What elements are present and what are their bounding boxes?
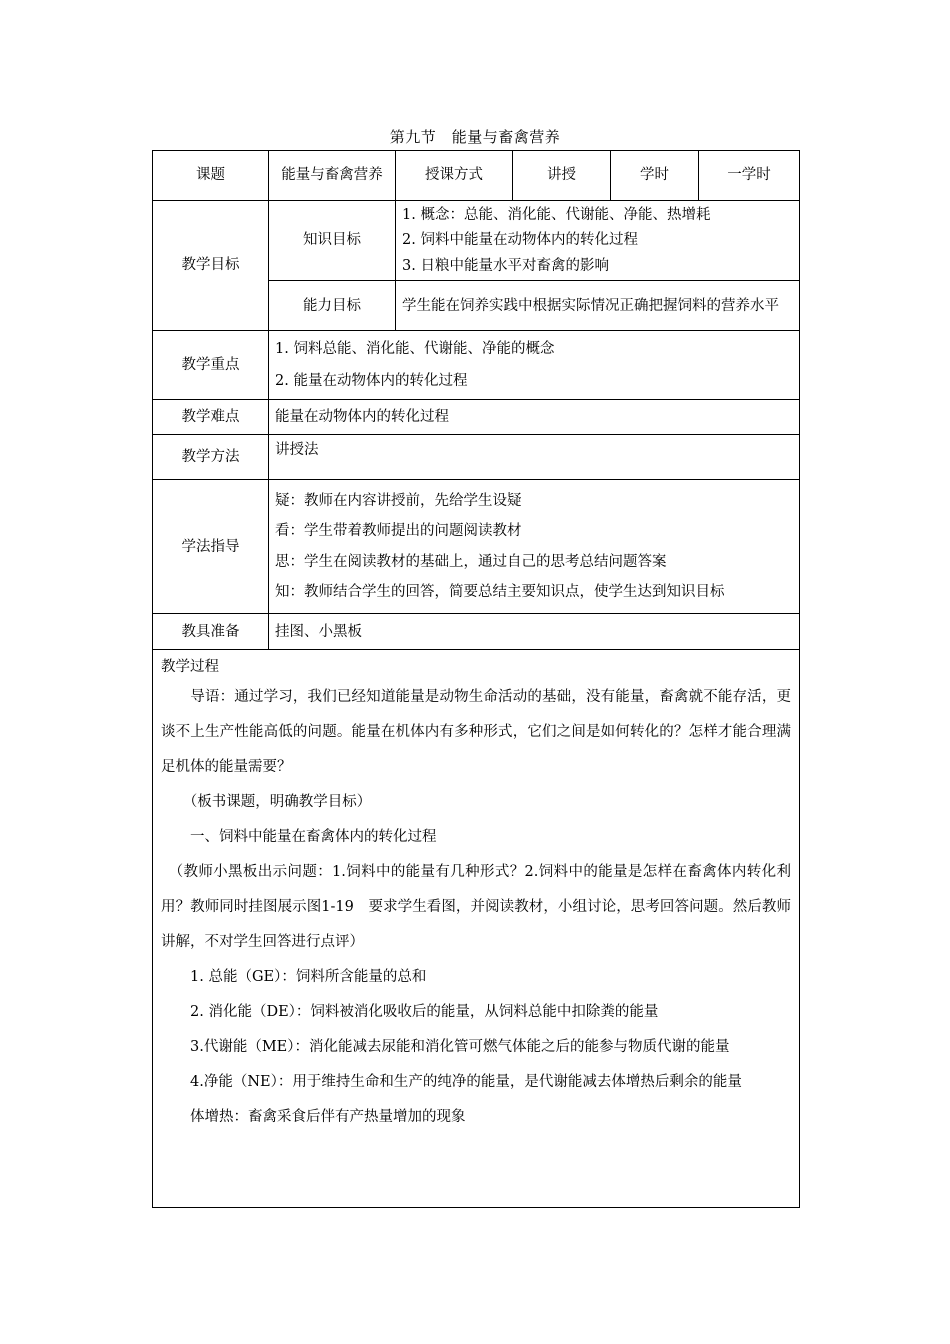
knowledge-goal-label: 知识目标 bbox=[269, 201, 396, 281]
tools-text: 挂图、小黑板 bbox=[269, 614, 800, 650]
hours-value: 一学时 bbox=[699, 151, 800, 201]
process-paragraph: （教师小黑板出示问题：1.饲料中的能量有几种形式？2.饲料中的能量是怎样在畜禽体内转化利用？教师同时挂图展示图1-19 要求学生看图，并阅读教材，小组讨论，思考回答问题。然后教师讲解，不对学生回答进行点评） bbox=[161, 864, 791, 951]
knowledge-item: 2. 饲料中能量在动物体内的转化过程 bbox=[402, 232, 638, 249]
study-guide-item: 疑：教师在内容讲授前，先给学生设疑 bbox=[275, 492, 522, 509]
key-point-item: 2. 能量在动物体内的转化过程 bbox=[275, 373, 468, 390]
ability-goal-text: 学生能在饲养实践中根据实际情况正确把握饲料的营养水平 bbox=[396, 281, 800, 331]
method-value: 讲授 bbox=[513, 151, 611, 201]
knowledge-goal-row bbox=[153, 201, 800, 281]
process-paragraph: 3.代谢能（ME）：消化能减去尿能和消化管可燃气体能之后的能参与物质代谢的能量 bbox=[161, 1039, 730, 1056]
difficulty-row bbox=[153, 400, 800, 435]
process-paragraph: 体增热：畜禽采食后伴有产热量增加的现象 bbox=[161, 1109, 466, 1126]
tools-row bbox=[153, 614, 800, 650]
process-paragraph: 4.净能（NE）：用于维持生命和生产的纯净的能量，是代谢能减去体增热后剩余的能量 bbox=[161, 1074, 742, 1091]
method-label: 授课方式 bbox=[396, 151, 513, 201]
process-paragraph: 2. 消化能（DE）：饲料被消化吸收后的能量，从饲料总能中扣除粪的能量 bbox=[161, 1004, 659, 1021]
lesson-plan-table bbox=[152, 150, 800, 1208]
ability-goal-label: 能力目标 bbox=[269, 281, 396, 331]
process-paragraph: （板书课题，明确教学目标） bbox=[161, 794, 372, 811]
study-guide-label: 学法指导 bbox=[153, 480, 269, 614]
knowledge-item: 3. 日粮中能量水平对畜禽的影响 bbox=[402, 257, 609, 274]
header-row bbox=[153, 151, 800, 201]
process-row bbox=[153, 650, 800, 1208]
teaching-method-text: 讲授法 bbox=[269, 435, 800, 480]
key-points-label: 教学重点 bbox=[153, 331, 269, 400]
tools-label: 教具准备 bbox=[153, 614, 269, 650]
key-points-row bbox=[153, 331, 800, 400]
study-guide-item: 看：学生带着教师提出的问题阅读教材 bbox=[275, 523, 522, 540]
process-paragraph: 1. 总能（GE）：饲料所含能量的总和 bbox=[161, 969, 427, 986]
study-guide-row bbox=[153, 480, 800, 614]
study-guide-list bbox=[269, 480, 800, 614]
study-guide-item: 知：教师结合学生的回答，简要总结主要知识点，使学生达到知识目标 bbox=[275, 584, 725, 601]
process-cell bbox=[153, 650, 800, 1208]
knowledge-goal-list bbox=[396, 201, 800, 281]
page-title: 第九节 能量与畜禽营养 bbox=[389, 128, 561, 146]
study-guide-item: 思：学生在阅读教材的基础上，通过自己的思考总结问题答案 bbox=[275, 553, 667, 570]
key-point-item: 1. 饲料总能、消化能、代谢能、净能的概念 bbox=[275, 340, 555, 357]
key-points-list bbox=[269, 331, 800, 400]
topic-label: 课题 bbox=[153, 151, 269, 201]
process-label: 教学过程 bbox=[161, 659, 219, 676]
teaching-method-label: 教学方法 bbox=[153, 435, 269, 480]
process-paragraph: 导语：通过学习，我们已经知道能量是动物生命活动的基础，没有能量，畜禽就不能存活，更谈不上生产性能高低的问题。能量在机体内有多种形式，它们之间是如何转化的？怎样才能合理满足机体的能量需要？ bbox=[161, 689, 791, 776]
goals-label: 教学目标 bbox=[153, 201, 269, 331]
difficulty-label: 教学难点 bbox=[153, 400, 269, 435]
hours-label: 学时 bbox=[611, 151, 699, 201]
difficulty-text: 能量在动物体内的转化过程 bbox=[269, 400, 800, 435]
knowledge-item: 1. 概念：总能、消化能、代谢能、净能、热增耗 bbox=[402, 207, 711, 223]
method-row bbox=[153, 435, 800, 480]
topic-value: 能量与畜禽营养 bbox=[269, 151, 396, 201]
process-paragraph: 一、饲料中能量在畜禽体内的转化过程 bbox=[161, 829, 437, 846]
